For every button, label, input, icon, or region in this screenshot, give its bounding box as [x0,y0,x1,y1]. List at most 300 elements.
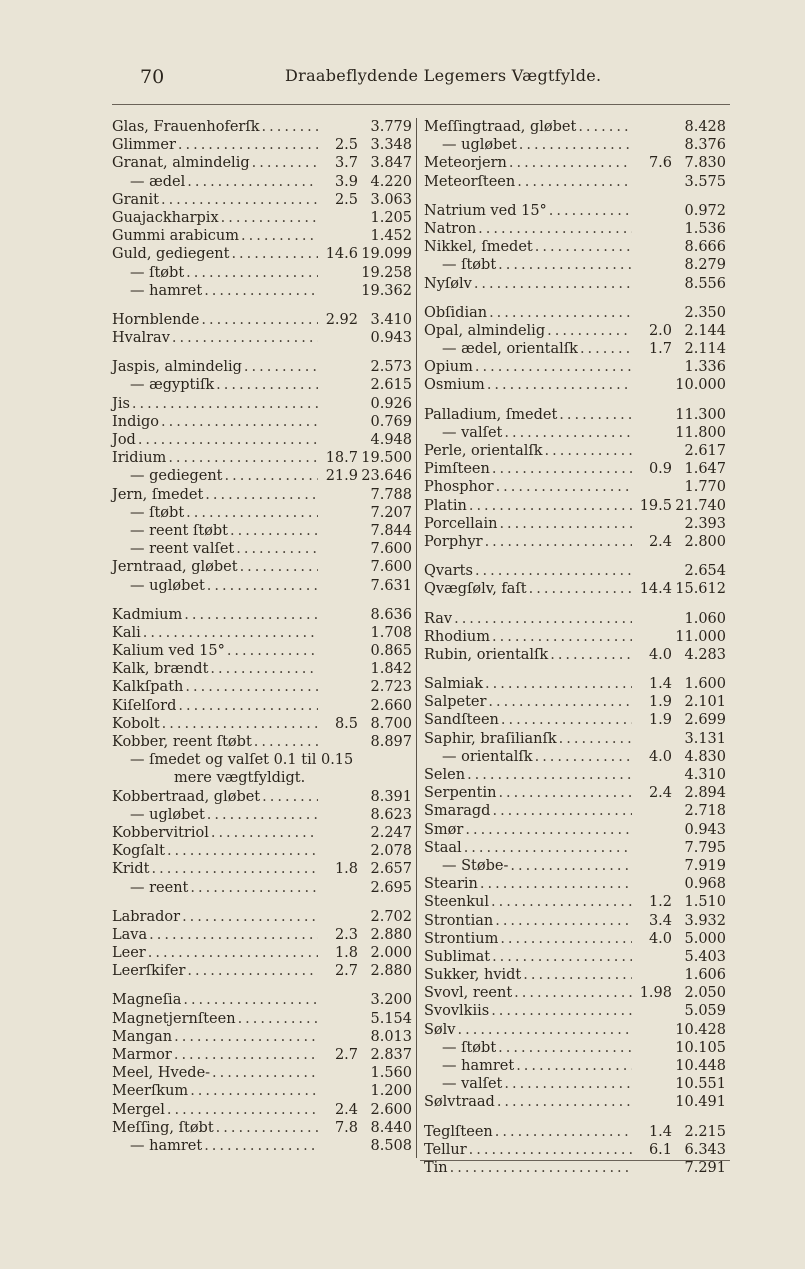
specific-gravity-value: 19.258 [361,264,412,281]
dot-leader [510,857,632,875]
table-row [112,577,412,595]
entry-name: Jis [112,395,130,412]
min-value: 4.0 [648,646,672,663]
entry-name: Hornblende [112,311,200,328]
specific-gravity-value: 2.114 [684,341,726,358]
min-value: 7.8 [334,1119,358,1136]
table-row [112,879,412,897]
specific-gravity-value: 3.575 [684,173,726,190]
table-row [424,1141,726,1159]
specific-gravity-value: 1.606 [684,967,726,984]
specific-gravity-value: 8.897 [370,734,412,750]
entry-name: Kiſelſord [112,697,177,714]
table-row [424,875,726,893]
table-row [424,610,726,628]
specific-gravity-value: 23.646 [361,468,412,485]
specific-gravity-value: 1.510 [684,894,726,911]
dot-leader [186,504,318,522]
min-value: 19.5 [639,497,672,514]
dot-leader [517,173,632,191]
dot-leader [504,1075,632,1093]
specific-gravity-value: 8.013 [370,1028,412,1045]
entry-name: Strontian [424,912,494,929]
table-row [112,842,412,860]
table-row [112,522,412,540]
table-row [112,431,412,449]
specific-gravity-value: 3.847 [370,155,412,172]
entry-name: Strontium [424,930,499,947]
specific-gravity-value: 7.600 [370,559,412,576]
dot-leader [500,930,632,948]
dot-leader [550,646,632,664]
table-row [424,358,726,376]
table-row [424,693,726,711]
dot-leader [492,802,632,820]
dot-leader [187,173,318,191]
entry-name: — ædel [130,173,186,190]
table-row [112,606,412,624]
specific-gravity-value: 2.078 [370,843,412,860]
table-row [424,562,726,580]
specific-gravity-value: 10.491 [675,1094,726,1111]
table-row [112,467,412,485]
dot-leader [519,136,632,154]
specific-gravity-value: 2.657 [370,861,412,878]
entry-name: Nyſølv [424,275,472,292]
dot-leader [480,875,632,893]
table-row [424,948,726,966]
entry-name: Kogſalt [112,843,165,860]
dot-leader [262,118,318,136]
table-row [424,912,726,930]
specific-gravity-value: 8.376 [684,137,726,154]
specific-gravity-value: 10.551 [675,1076,726,1093]
table-row [112,824,412,842]
table-row [424,1057,726,1075]
dot-leader [529,580,632,598]
specific-gravity-value: 0.926 [370,395,412,412]
specific-gravity-value: 2.393 [684,515,726,532]
entry-name: Natron [424,220,477,237]
dot-leader [244,358,318,376]
entry-name: Smør [424,821,464,838]
entry-name: Jerntraad, gløbet [112,559,238,576]
table-row [424,857,726,875]
specific-gravity-value: 6.343 [684,1141,726,1158]
table-row [112,282,412,300]
dot-leader [580,340,632,358]
specific-gravity-value: 2.880 [370,926,412,943]
entry-name: — ſmedet og valſet 0.1 til 0.15 [130,752,354,769]
dot-leader [174,1046,318,1064]
specific-gravity-value: 2.800 [684,533,726,550]
entry-name: Platin [424,497,467,514]
min-value: 1.4 [648,676,672,693]
table-row [112,486,412,504]
specific-gravity-value: 7.844 [370,522,412,539]
entry-name: Porcellain [424,515,498,532]
dot-leader [516,1057,632,1075]
dot-leader [174,1028,318,1046]
table-row [424,478,726,496]
min-value: 8.5 [334,715,358,732]
specific-gravity-value: 0.968 [684,876,726,893]
specific-gravity-value: 2.699 [684,712,726,729]
specific-gravity-value: 2.894 [684,785,726,802]
entry-name: Iridium [112,450,167,467]
specific-gravity-value: 0.943 [370,330,412,347]
table-row [112,329,412,347]
dot-leader [161,191,318,209]
table-row [424,930,726,948]
dot-leader [241,227,318,245]
entry-name: Smaragd [424,803,491,820]
dot-leader [178,136,318,154]
min-value: 2.3 [334,926,358,943]
specific-gravity-value: 1.647 [684,461,726,478]
dot-leader [489,304,632,322]
entry-name: — orientalſk [442,748,533,765]
min-value: 2.5 [334,191,358,208]
entry-name: — ſtøbt [442,1039,497,1056]
table-row [424,515,726,533]
table-row [424,442,726,460]
specific-gravity-value: 4.283 [684,646,726,663]
specific-gravity-value: 2.350 [684,304,726,321]
dot-leader [225,467,318,485]
specific-gravity-value: 1.336 [684,359,726,376]
entry-name: Kali [112,624,141,641]
specific-gravity-value: 5.154 [370,1010,412,1027]
table-row [112,642,412,660]
table-row [424,1159,726,1177]
min-value: 1.9 [648,712,672,729]
dot-leader [475,562,632,580]
table-row [424,173,726,191]
table-row [424,376,726,394]
specific-gravity-value: 4.830 [684,748,726,765]
min-value: 2.7 [334,1047,358,1063]
entry-name: Kalk, brændt [112,661,209,678]
dot-leader [498,256,632,274]
entry-name: Glimmer [112,137,176,154]
entry-name: Sukker, hvidt [424,967,522,984]
table-row [112,245,412,263]
entry-name: — ugløbet [130,806,205,823]
table-row [424,1123,726,1141]
dot-leader [464,839,632,857]
entry-name: — hamret [442,1058,515,1074]
specific-gravity-value: 2.660 [370,697,412,714]
specific-gravity-value: 10.000 [675,377,726,394]
min-value: 14.6 [325,246,358,263]
entry-name: Stearin [424,876,478,893]
dot-leader [467,766,632,784]
specific-gravity-value: 1.060 [684,610,726,627]
dot-leader [167,842,318,860]
dot-leader [148,944,318,962]
dot-leader [559,406,632,424]
table-row [424,730,726,748]
entry-name: Marmor [112,1047,172,1063]
table-row [424,748,726,766]
specific-gravity-value: 2.837 [370,1047,412,1063]
entry-name: Salmiak [424,676,484,693]
table-row [112,1064,412,1082]
table-row [112,395,412,413]
dot-leader [535,748,632,766]
specific-gravity-value: 1.600 [684,676,726,693]
dot-leader [491,1002,632,1020]
specific-gravity-value: 3.779 [370,119,412,135]
table-row [424,802,726,820]
specific-gravity-value: 1.452 [370,228,412,245]
entry-name: Porphyr [424,533,483,550]
table-row [424,984,726,1002]
dot-leader [465,821,632,839]
specific-gravity-value: 2.573 [370,359,412,376]
dot-leader [168,449,318,467]
entry-name: Magnetjernſteen [112,1010,236,1027]
dot-leader [167,1101,318,1119]
table-row [424,646,726,664]
table-row [112,926,412,944]
dot-leader [547,322,632,340]
dot-leader [535,238,632,256]
specific-gravity-value: 8.666 [684,239,726,256]
specific-gravity-value: 1.205 [370,209,412,226]
specific-gravity-value: 10.105 [675,1039,726,1056]
table-row [424,304,726,322]
table-row [112,540,412,558]
dot-leader [178,697,318,715]
specific-gravity-value: 2.617 [684,443,726,459]
page-number: 70 [140,66,165,88]
dot-leader [252,154,318,172]
entry-name: Kobbervitriol [112,824,209,841]
entry-name: — ugløbet [130,577,205,594]
entry-name: — Støbe- [442,857,509,874]
column-divider [416,118,417,1158]
entry-name: Kridt [112,861,150,878]
table-row [112,118,412,136]
dot-leader [485,675,632,693]
dot-leader [498,784,632,802]
table-row [112,173,412,191]
table-row [424,766,726,784]
dot-leader [495,1123,632,1141]
header-rule [112,104,730,105]
entry-name: Magneſia [112,992,182,1009]
table-row [112,1101,412,1119]
entry-name: Guajackharpix [112,209,219,226]
dot-leader [504,424,632,442]
min-value: 4.0 [648,748,672,765]
right-column [424,118,726,1177]
specific-gravity-value: 2.654 [684,563,726,580]
entry-name: Tellur [424,1141,467,1158]
specific-gravity-value: 3.932 [684,912,726,929]
dot-leader [132,395,318,413]
dot-leader [182,908,318,926]
dot-leader [478,220,632,238]
entry-name: Jaspis, almindelig [112,359,242,376]
specific-gravity-value: 2.215 [684,1123,726,1140]
entry-name: Meteorſteen [424,173,516,190]
entry-name: mere vægtfyldigt. [174,770,306,787]
specific-gravity-value: 7.291 [684,1159,726,1176]
entry-name: — reent ſtøbt [130,522,229,539]
table-row [112,697,412,715]
table-row [424,966,726,984]
table-row [424,533,726,551]
dot-leader [238,1010,318,1028]
dot-leader [230,522,318,540]
specific-gravity-value: 0.972 [684,202,726,219]
dot-leader [492,460,632,478]
table-row [112,660,412,678]
table-row [424,1075,726,1093]
table-row [424,256,726,274]
table-row [424,580,726,598]
table-row [112,944,412,962]
specific-gravity-value: 3.348 [370,137,412,154]
entry-name: Qvarts [424,563,473,580]
min-value: 2.4 [648,785,672,802]
table-row [112,806,412,824]
specific-gravity-value: 7.600 [370,541,412,558]
table-row [112,769,412,787]
specific-gravity-value: 2.723 [370,679,412,696]
dot-leader [204,1137,318,1155]
entry-name: Perle, orientalſk [424,443,543,459]
entry-name: Teglſteen [424,1123,493,1140]
specific-gravity-value: 2.615 [370,377,412,394]
table-row [112,860,412,878]
entry-name: Leerſkifer [112,963,186,980]
entry-name: Meſſingtraad, gløbet [424,119,577,135]
table-row [112,264,412,282]
entry-name: Rhodium [424,628,490,645]
table-row [112,413,412,431]
entry-name: — valſet [442,424,503,441]
min-value: 21.9 [325,468,358,485]
min-value: 3.4 [648,912,672,929]
dot-leader [458,1021,633,1039]
entry-name: Opium [424,359,473,376]
dot-leader [172,329,318,347]
table-row [424,460,726,478]
table-row [424,1039,726,1057]
specific-gravity-value: 19.362 [361,282,412,299]
specific-gravity-value: 2.000 [370,945,412,962]
specific-gravity-value: 19.500 [361,450,412,467]
specific-gravity-value: 2.600 [370,1101,412,1118]
min-value: 2.5 [334,137,358,154]
dot-leader [549,202,632,220]
entry-name: Meerſkum [112,1083,189,1100]
specific-gravity-value: 8.556 [684,275,726,292]
specific-gravity-value: 4.948 [370,432,412,448]
specific-gravity-value: 0.865 [370,643,412,660]
table-row [424,784,726,802]
table-row [424,497,726,515]
entry-name: — reent [130,879,189,896]
specific-gravity-value: 1.770 [684,479,726,496]
specific-gravity-value: 8.508 [370,1137,412,1154]
entry-name: Granat, almindelig [112,155,250,172]
specific-gravity-value: 7.919 [684,857,726,874]
dot-leader [149,926,318,944]
table-row [424,322,726,340]
dot-leader [216,1119,318,1137]
entry-name: Kobber, reent ſtøbt [112,734,252,750]
entry-name: Phosphor [424,479,494,496]
entry-name: Svovlkiis [424,1003,490,1020]
dot-leader [262,788,318,806]
entry-name: Serpentin [424,785,497,802]
table-row [112,991,412,1009]
dot-leader [495,912,632,930]
table-row [112,1137,412,1155]
dot-leader [501,711,632,729]
dot-leader [492,948,632,966]
entry-name: Jern, ſmedet [112,486,204,503]
dot-leader [143,624,318,642]
dot-leader [210,660,318,678]
table-row [112,311,412,329]
table-row [424,406,726,424]
dot-leader [185,678,318,696]
dot-leader [499,515,632,533]
entry-name: — reent valſet [130,541,235,558]
entry-name: Glas, Frauenhoferſk [112,119,260,135]
entry-name: Salpeter [424,694,487,711]
table-row [112,154,412,172]
specific-gravity-value: 8.440 [370,1119,412,1136]
specific-gravity-value: 8.391 [370,788,412,805]
table-row [424,238,726,256]
dot-leader [138,431,318,449]
entry-name: Nikkel, ſmedet [424,239,533,256]
entry-name: — ſtøbt [130,264,185,281]
dot-leader [545,442,632,460]
entry-name: Obſidian [424,304,488,321]
specific-gravity-value: 5.403 [684,948,726,965]
min-value: 2.92 [325,311,358,328]
entry-name: Guld, gediegent [112,246,230,263]
entry-name: Saphir, braſilianſk [424,730,557,747]
entry-name: Sublimat [424,948,491,965]
dot-leader [474,275,632,293]
specific-gravity-value: 2.880 [370,963,412,980]
dot-leader [485,533,632,551]
entry-name: Natrium ved 15° [424,202,547,219]
min-value: 18.7 [325,450,358,467]
min-value: 2.7 [334,963,358,980]
dot-leader [475,358,632,376]
entry-name: — gediegent [130,468,223,485]
entry-name: Kobbertraad, gløbet [112,788,261,805]
specific-gravity-value: 2.695 [370,879,412,896]
specific-gravity-value: 0.943 [684,821,726,838]
entry-name: Tin [424,1159,448,1176]
table-row [112,678,412,696]
dot-leader [186,264,318,282]
specific-gravity-value: 4.310 [684,767,726,783]
table-row [112,624,412,642]
entry-name: Kalium ved 15° [112,643,225,660]
